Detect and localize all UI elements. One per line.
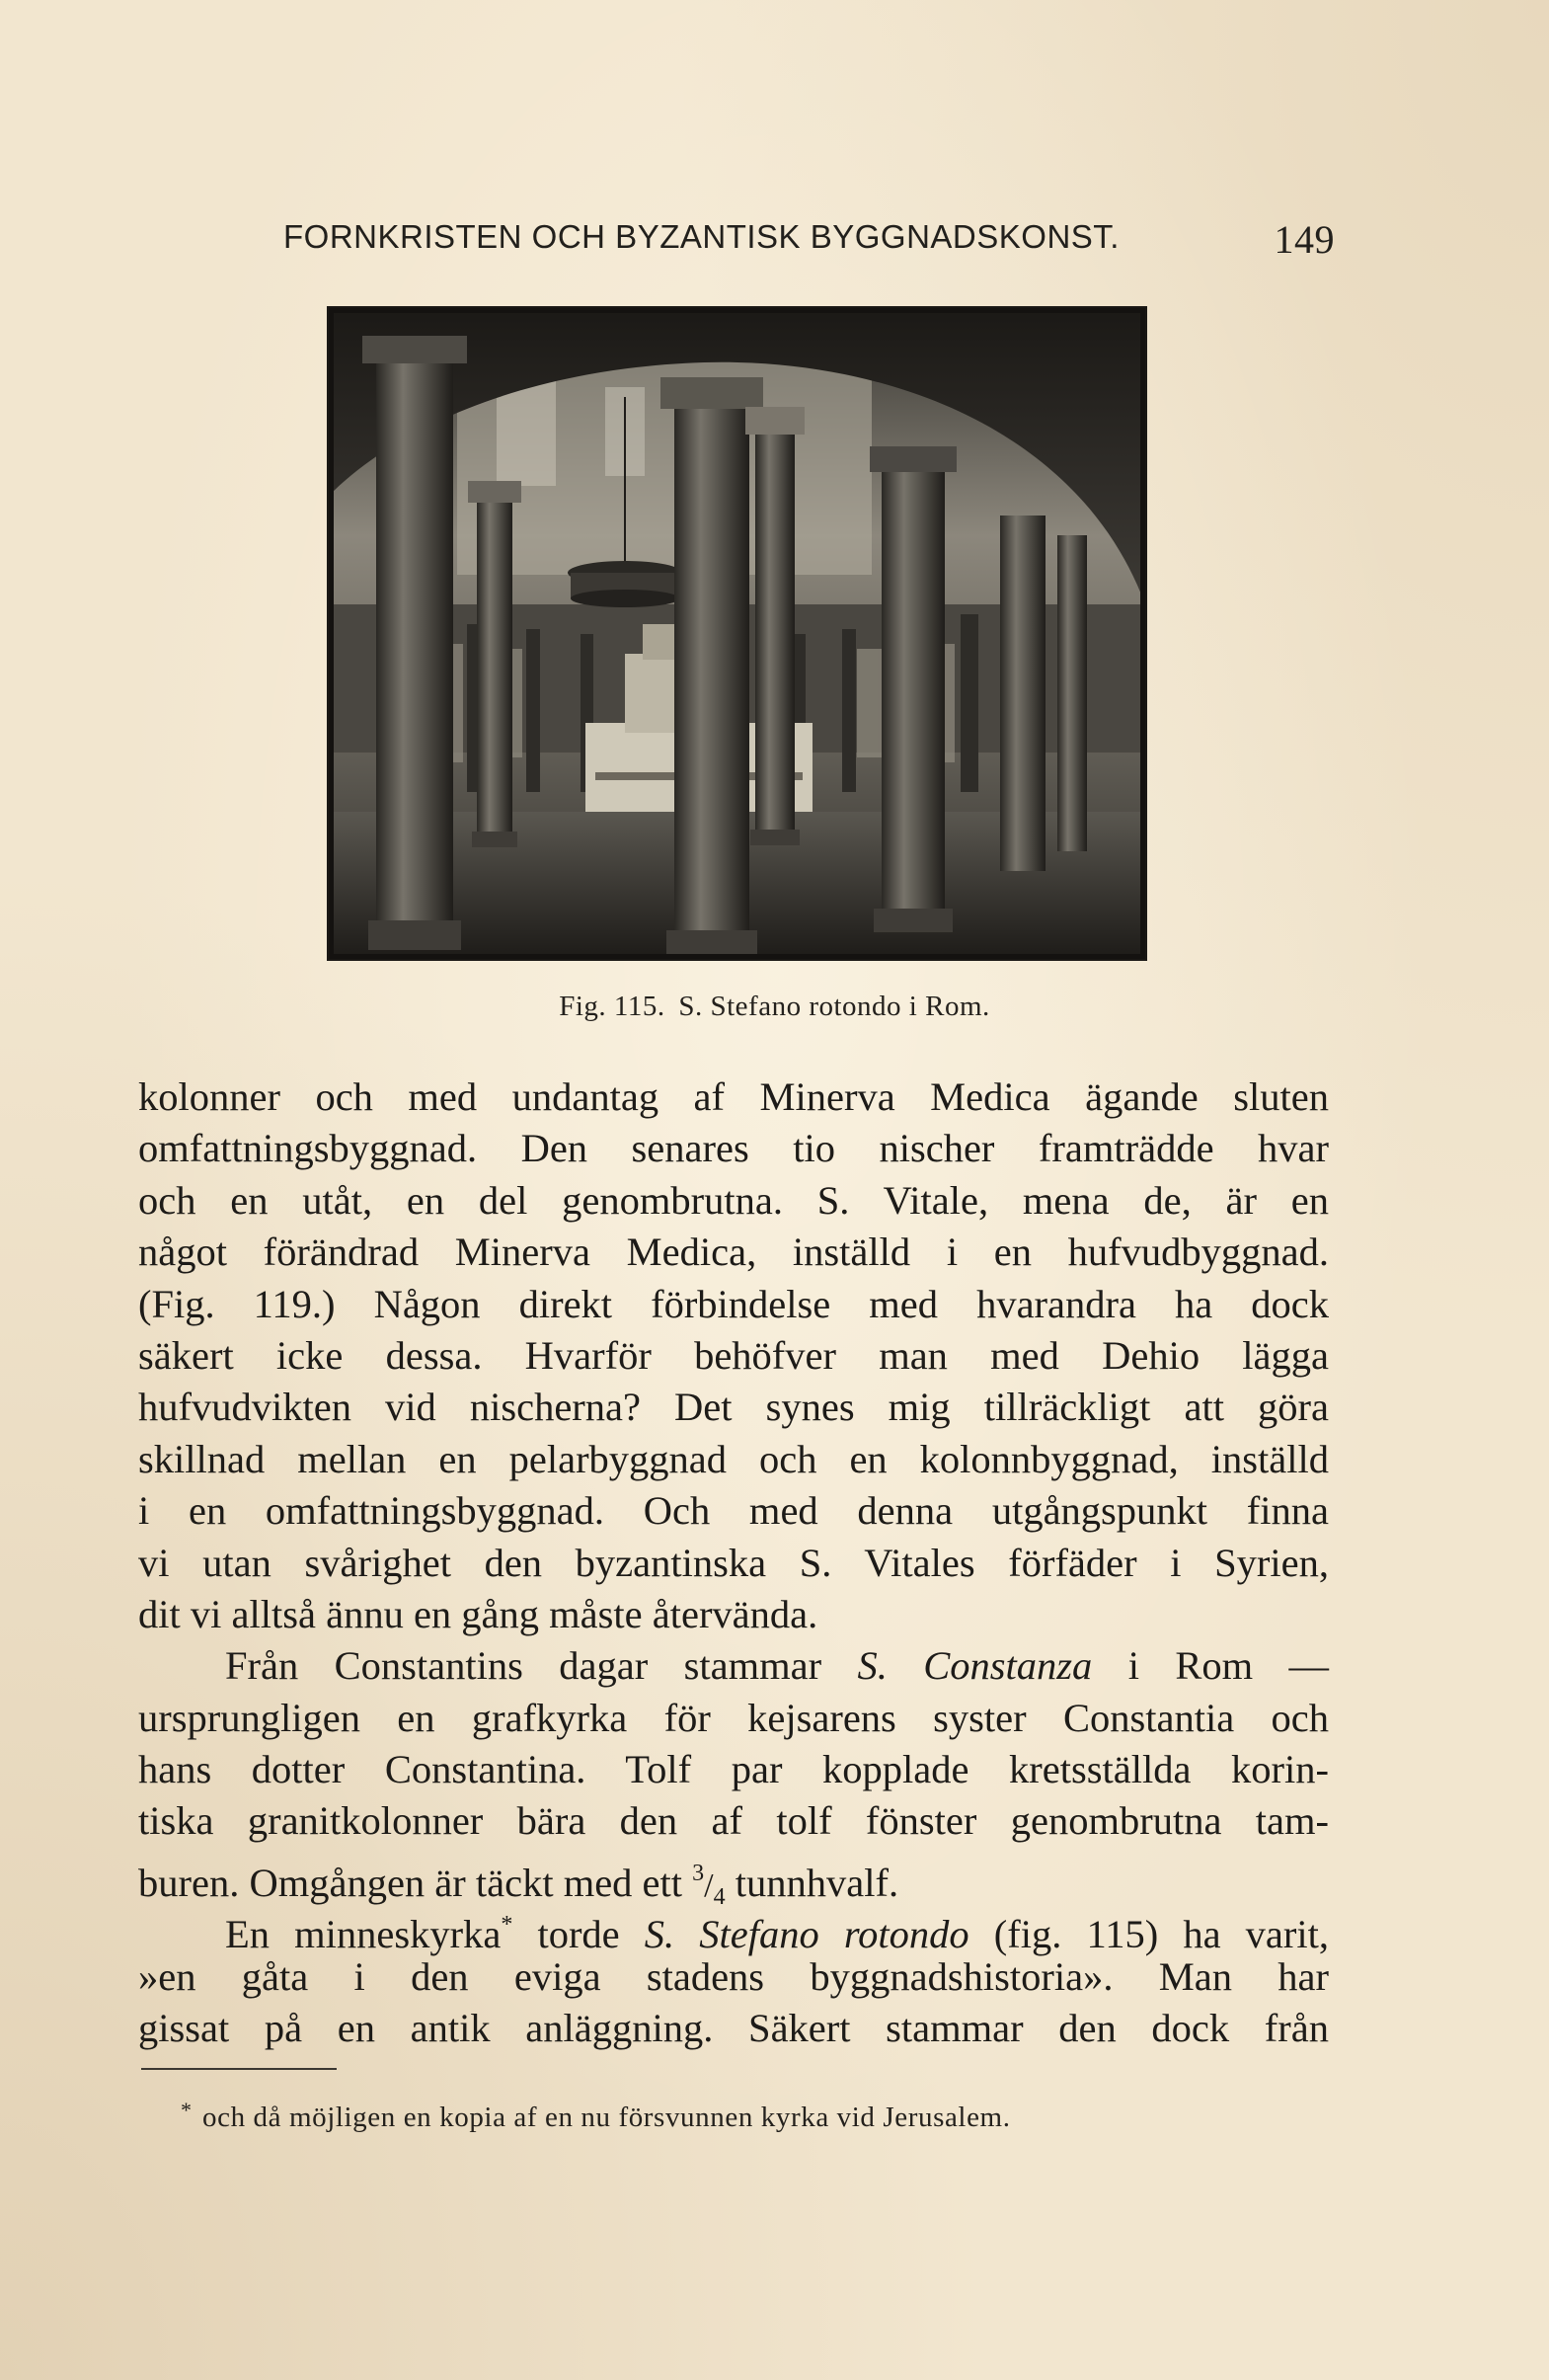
- paragraph-2-line-4: tiska granitkolonner bära den af tolf fönster genombrutna tam-: [138, 1798, 1329, 1844]
- paragraph-2-line-5: [138, 1848, 1329, 1910]
- figure-caption-label: Fig. 115.: [559, 991, 665, 1022]
- text-run: tunnhvalf.: [735, 1860, 899, 1905]
- body-line-8: skillnad mellan en pelarbyggnad och en kolonnbyggnad, inställd: [138, 1436, 1329, 1481]
- body-line-2: omfattningsbyggnad. Den senares tio nischer framträdde hvar: [138, 1126, 1329, 1171]
- footnote-reference: *: [501, 1912, 513, 1939]
- text-run: i Rom —: [1127, 1643, 1330, 1689]
- fraction-numerator: 3: [692, 1860, 705, 1886]
- footnote: [181, 2098, 1011, 2134]
- body-line-9: i en omfattningsbyggnad. Och med denna utgångspunkt finna: [138, 1488, 1329, 1534]
- text-run: buren. Omgången är täckt med ett: [138, 1860, 683, 1905]
- footnote-rule: [141, 2068, 337, 2070]
- footnote-text: och då möjligen en kopia af en nu försvunnen kyrka vid Jerusalem.: [202, 2102, 1011, 2133]
- body-line-7: hufvudvikten vid nischerna? Det synes mig tillräckligt att göra: [138, 1385, 1329, 1430]
- body-line-11: dit vi alltså ännu en gång måste återvända.: [138, 1591, 818, 1636]
- running-head: [283, 218, 1335, 264]
- italic-name: S. Constanza: [857, 1643, 1093, 1689]
- figure-photograph: [329, 308, 1145, 959]
- running-head-title: FORNKRISTEN OCH BYZANTISK BYGGNADSKONST.: [283, 218, 1120, 255]
- text-run: (fig. 115) ha varit,: [993, 1912, 1330, 1957]
- rotunda-interior-image: [329, 308, 1145, 959]
- paragraph-2-line-1: [138, 1640, 1329, 1692]
- body-line-6: säkert icke dessa. Hvarför behöfver man med Dehio lägga: [138, 1332, 1329, 1378]
- footnote-marker: *: [181, 2098, 193, 2122]
- body-line-4: något förändrad Minerva Medica, inställd i en hufvudbyggnad.: [138, 1230, 1329, 1275]
- body-text: [138, 1071, 1329, 2054]
- italic-name: S. Stefano rotondo: [644, 1912, 969, 1957]
- figure-caption: [0, 991, 1549, 1023]
- body-line-1: kolonner och med undantag af Minerva Medica ägande sluten: [138, 1074, 1329, 1119]
- fraction-denominator: 4: [713, 1883, 726, 1910]
- body-line-3: och en utåt, en del genombrutna. S. Vitale, mena de, är en: [138, 1177, 1329, 1223]
- paragraph-3-line-3: gissat på en antik anläggning. Säkert stammar den dock från: [138, 2006, 1329, 2051]
- figure-caption-text: S. Stefano rotondo i Rom.: [678, 991, 990, 1022]
- paragraph-2-line-2: ursprungligen en grafkyrka för kejsarens syster Constantia och: [138, 1695, 1329, 1740]
- text-run: En minneskyrka: [225, 1912, 502, 1957]
- text-run: Från Constantins dagar stammar: [225, 1643, 822, 1689]
- paragraph-3-line-2: »en gåta i den eviga stadens byggnadshistoria». Man har: [138, 1953, 1329, 1999]
- fraction-slash: /: [704, 1866, 714, 1904]
- text-run: torde: [537, 1912, 620, 1957]
- page-number: 149: [1274, 217, 1335, 262]
- paragraph-3-line-1: [138, 1899, 1330, 1957]
- paragraph-2-line-3: hans dotter Constantina. Tolf par kopplade kretsställda korin-: [138, 1747, 1329, 1792]
- body-line-5: (Fig. 119.) Någon direkt förbindelse med hvarandra ha dock: [138, 1281, 1329, 1326]
- body-line-10: vi utan svårighet den byzantinska S. Vitales förfäder i Syrien,: [138, 1540, 1329, 1585]
